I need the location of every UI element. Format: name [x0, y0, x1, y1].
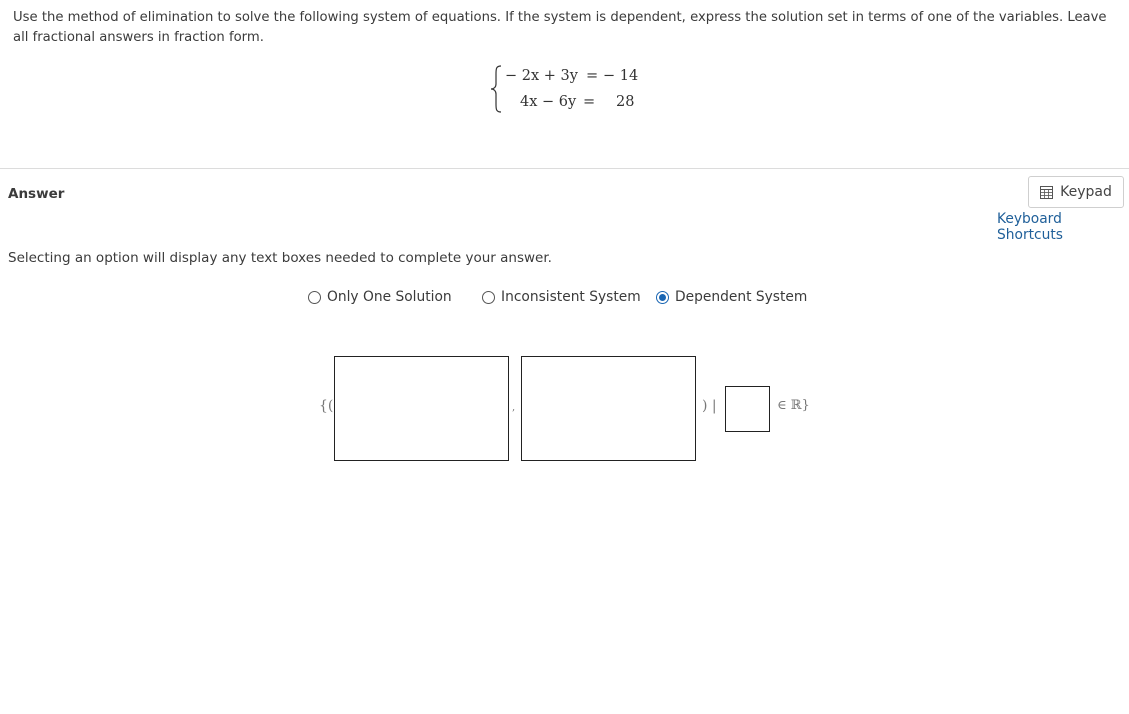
keyboard-shortcuts-link[interactable]: Keyboard Shortcuts [997, 211, 1063, 243]
y-coordinate-input[interactable] [521, 356, 696, 461]
radio-only-one-solution[interactable] [308, 291, 321, 304]
equation-1-lhs: − 2x + 3y [505, 68, 578, 84]
set-open-bracket: {( [319, 398, 334, 414]
option-inconsistent-system[interactable] [482, 289, 641, 305]
option-dependent-system[interactable] [656, 289, 807, 305]
radio-dependent-system[interactable] [656, 291, 669, 304]
keypad-button[interactable] [1028, 176, 1124, 208]
set-close-such-that: ) | [702, 398, 717, 414]
set-membership-reals: ∈ ℝ} [777, 398, 810, 413]
coordinate-comma: , [512, 402, 516, 413]
option-label: Only One Solution [327, 289, 452, 305]
answer-instructions: Selecting an option will display any text boxes needed to complete your answer. [8, 250, 552, 266]
equation-system [489, 64, 649, 120]
radio-inconsistent-system[interactable] [482, 291, 495, 304]
equation-1-rhs: − 14 [603, 68, 639, 84]
keypad-label: Keypad [1060, 184, 1112, 200]
section-divider [0, 168, 1129, 169]
equation-2-equals: = [583, 94, 596, 110]
equation-2-lhs: 4x − 6y [520, 94, 577, 110]
equation-2-rhs: 28 [616, 94, 635, 110]
left-brace [489, 64, 503, 114]
option-only-one-solution[interactable] [308, 289, 452, 305]
parameter-variable-input[interactable] [725, 386, 770, 432]
question-text: Use the method of elimination to solve the following system of equations. If the system is dependent, express the solution set in terms of one of the variables. Leave all fractional answers in fraction form. [13, 10, 1107, 45]
keypad-icon [1040, 186, 1053, 199]
answer-label: Answer [8, 186, 65, 202]
equation-1-equals: = [586, 68, 599, 84]
option-label: Inconsistent System [501, 289, 641, 305]
option-label: Dependent System [675, 289, 808, 305]
x-coordinate-input[interactable] [334, 356, 509, 461]
